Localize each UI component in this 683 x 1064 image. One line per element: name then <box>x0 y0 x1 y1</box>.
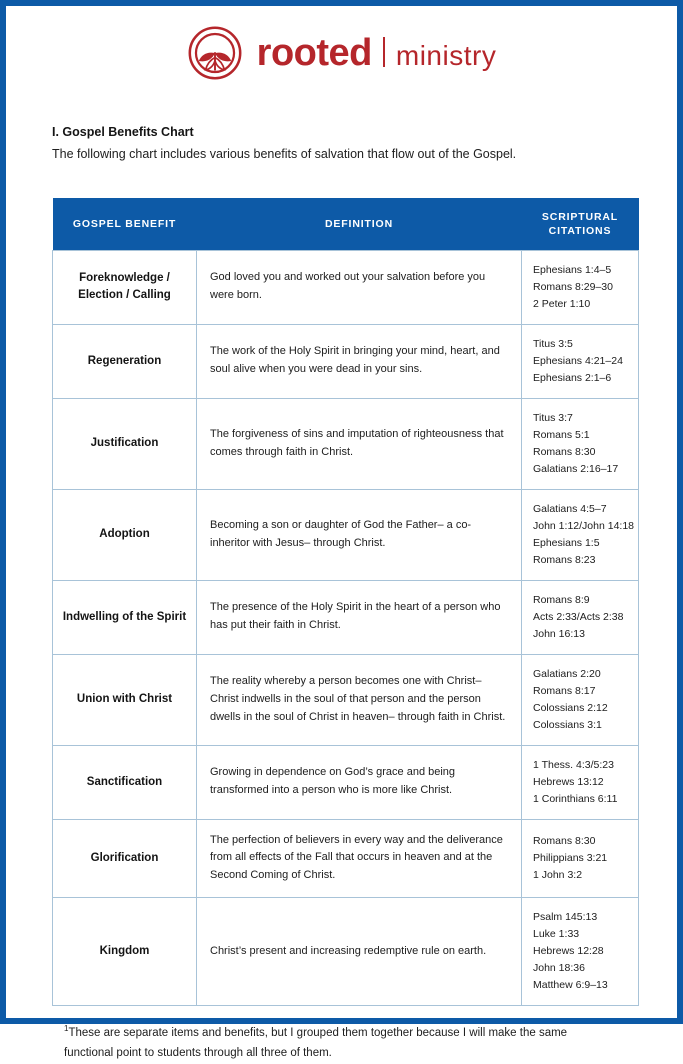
table-row <box>53 819 639 897</box>
gospel-benefits-table <box>52 198 639 1006</box>
cell-benefit: Indwelling of the Spirit <box>53 580 197 654</box>
column-header-citations-line1: SCRIPTURAL <box>541 210 619 223</box>
citation-line: 1 Corinthians 6:11 <box>533 792 618 805</box>
cell-benefit: Adoption <box>53 489 197 580</box>
cell-definition: The forgiveness of sins and imputation of righteousness that comes through faith in Christ. <box>197 398 522 489</box>
table-body <box>53 250 639 1005</box>
citation-line: Ephesians 1:4–5 <box>533 263 612 276</box>
footnote-marker: 1 <box>64 1024 69 1034</box>
cell-citations <box>522 489 639 580</box>
citation-line: 1 Thess. 4:3/5:23 <box>533 758 614 771</box>
citation-line: Colossians 2:12 <box>533 701 608 714</box>
cell-citations <box>522 324 639 398</box>
cell-citations <box>522 398 639 489</box>
citation-line: Luke 1:33 <box>533 928 580 941</box>
cell-definition: Growing in dependence on God’s grace and being transformed into a person who is more like Christ. <box>197 745 522 819</box>
table-row <box>53 580 639 654</box>
cell-benefit: Justification <box>53 398 197 489</box>
citation-line: Galatians 4:5–7 <box>533 502 607 515</box>
citation-line: Ephesians 4:21–24 <box>533 354 623 367</box>
citation-line: Romans 5:1 <box>533 428 590 441</box>
table-row <box>53 398 639 489</box>
brand-name: rooted <box>256 32 372 74</box>
cell-definition: The perfection of believers in every way and the deliverance from all effects of the Fall that occurs in heaven and at the Second Coming of Christ. <box>197 819 522 897</box>
cell-definition: The presence of the Holy Spirit in the heart of a person who has put their faith in Christ. <box>197 580 522 654</box>
table-row <box>53 745 639 819</box>
citation-line: Hebrews 12:28 <box>533 945 604 958</box>
citation-line: John 1:12/John 14:18 <box>533 519 635 532</box>
table-row <box>53 324 639 398</box>
footnote <box>64 1024 594 1064</box>
table-header <box>53 198 639 250</box>
cell-citations <box>522 819 639 897</box>
cell-citations <box>522 250 639 324</box>
cell-definition: Becoming a son or daughter of God the Father– a co-inheritor with Jesus– through Christ. <box>197 489 522 580</box>
table-row <box>53 489 639 580</box>
column-header-citations-line2: CITATIONS <box>548 224 612 237</box>
rooted-plant-circle-icon <box>187 25 243 81</box>
citation-line: 1 John 3:2 <box>533 868 583 881</box>
column-header-citations <box>522 198 639 250</box>
citation-line: Romans 8:23 <box>533 553 596 566</box>
citation-line: Psalm 145:13 <box>533 911 598 924</box>
table-row <box>53 250 639 324</box>
cell-benefit: Union with Christ <box>53 654 197 745</box>
cell-definition: The work of the Holy Spirit in bringing your mind, heart, and soul alive when you were dead in your sins. <box>197 324 522 398</box>
citation-line: Philippians 3:21 <box>533 851 608 864</box>
citation-line: Ephesians 1:5 <box>533 536 600 549</box>
citation-line: Acts 2:33/Acts 2:38 <box>533 610 624 623</box>
cell-citations <box>522 580 639 654</box>
citation-line: Romans 8:17 <box>533 684 596 697</box>
citation-line: Galatians 2:20 <box>533 667 601 680</box>
citation-line: John 18:36 <box>533 962 585 975</box>
brand-masthead <box>6 6 677 87</box>
cell-definition: Christ’s present and increasing redemptive rule on earth. <box>197 898 522 1006</box>
citation-line: Matthew 6:9–13 <box>533 979 608 992</box>
section-heading: I. Gospel Benefits Chart <box>52 125 194 139</box>
citation-line: Romans 8:9 <box>533 593 590 606</box>
citation-line: Romans 8:29–30 <box>533 280 613 293</box>
brand-subtitle: ministry <box>395 40 497 71</box>
brand-divider-icon <box>383 37 385 67</box>
column-header-definition: DEFINITION <box>197 198 522 250</box>
citation-line: Titus 3:7 <box>533 411 573 424</box>
citation-line: Romans 8:30 <box>533 445 596 458</box>
citation-line: Colossians 3:1 <box>533 718 602 731</box>
cell-citations <box>522 745 639 819</box>
table-row <box>53 654 639 745</box>
citation-line: Titus 3:5 <box>533 337 573 350</box>
footnote-text: These are separate items and benefits, but I grouped them together because I will make the same functional point to students through all three of them. <box>64 1027 568 1059</box>
cell-definition: The reality whereby a person becomes one with Christ– Christ indwells in the soul of that person and the person dwells in the soul of Christ in heaven– through faith in Christ. <box>197 654 522 745</box>
brand-wordmark <box>257 34 497 72</box>
citation-line: Ephesians 2:1–6 <box>533 371 612 384</box>
citation-line: Hebrews 13:12 <box>533 775 604 788</box>
cell-benefit: Regeneration <box>53 324 197 398</box>
cell-definition: God loved you and worked out your salvation before you were born. <box>197 250 522 324</box>
citation-line: Romans 8:30 <box>533 834 596 847</box>
column-header-benefit: GOSPEL BENEFIT <box>53 198 197 250</box>
citation-line: 2 Peter 1:10 <box>533 297 591 310</box>
table-row <box>53 898 639 1006</box>
benefits-table-container <box>52 198 635 1006</box>
citation-line: John 16:13 <box>533 627 585 640</box>
cell-citations <box>522 654 639 745</box>
intro-block <box>6 123 677 164</box>
cell-benefit: Glorification <box>53 819 197 897</box>
section-description: The following chart includes various benefits of salvation that flow out of the Gospel. <box>52 146 517 161</box>
cell-benefit: Sanctification <box>53 745 197 819</box>
table-header-row <box>53 198 639 250</box>
cell-benefit: Kingdom <box>53 898 197 1006</box>
citation-line: Galatians 2:16–17 <box>533 462 619 475</box>
cell-benefit: Foreknowledge / Election / Calling <box>53 250 197 324</box>
cell-citations <box>522 898 639 1006</box>
